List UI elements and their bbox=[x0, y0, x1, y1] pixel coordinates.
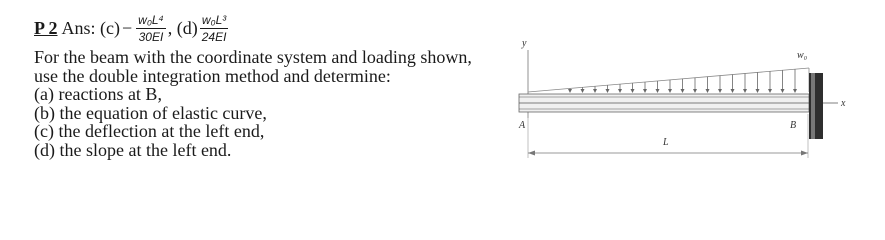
load-arrow-head bbox=[781, 89, 785, 93]
load-arrow-head bbox=[618, 89, 622, 93]
load-arrow-head bbox=[768, 89, 772, 93]
statement-line: (a) reactions at B, bbox=[34, 84, 162, 104]
load-arrow-head bbox=[593, 89, 597, 93]
load-arrow-head bbox=[643, 89, 647, 93]
answer-c-fraction bbox=[136, 13, 166, 44]
y-axis-label: y bbox=[522, 38, 527, 49]
load-arrow-head bbox=[793, 89, 797, 93]
fixed-support-shading bbox=[811, 73, 815, 139]
statement-line: For the beam with the coordinate system and loading shown, bbox=[34, 47, 472, 67]
load-arrows bbox=[568, 69, 797, 93]
answer-d-numerator: w₀L³ bbox=[201, 12, 227, 27]
statement-line: (d) the slope at the left end. bbox=[34, 139, 232, 160]
answer-minus-sign: − bbox=[122, 17, 133, 38]
x-axis-label: x bbox=[841, 98, 846, 109]
answer-c-numerator: w₀L⁴ bbox=[138, 12, 164, 27]
problem-number: P 2 bbox=[34, 17, 58, 38]
point-a-label: A bbox=[519, 120, 526, 131]
load-arrow-head bbox=[668, 89, 672, 93]
statement-line: (c) the deflection at the left end, bbox=[34, 121, 265, 141]
load-arrow-head bbox=[756, 89, 760, 93]
load-arrow-head bbox=[743, 89, 747, 93]
load-arrow-head bbox=[706, 89, 710, 93]
distributed-load bbox=[528, 68, 809, 93]
answer-d-denominator: 24EI bbox=[201, 29, 227, 44]
load-arrow-head bbox=[568, 89, 572, 93]
statement-line: use the double integration method and determine: bbox=[34, 65, 391, 86]
dimension-arrow-right bbox=[801, 151, 808, 156]
load-arrow-head bbox=[731, 89, 735, 93]
dimension-arrow-left bbox=[528, 151, 535, 156]
load-arrow-head bbox=[656, 89, 660, 93]
load-intensity-label: w₀ bbox=[797, 50, 808, 61]
span-length-label: L bbox=[663, 137, 669, 148]
answer-c-denominator: 30EI bbox=[138, 29, 164, 44]
load-profile-line bbox=[528, 68, 809, 92]
load-arrow-head bbox=[718, 89, 722, 93]
beam-diagram bbox=[505, 0, 885, 198]
point-b-label: B bbox=[790, 120, 797, 131]
statement-line: (b) the equation of elastic curve, bbox=[34, 102, 267, 123]
load-arrow-head bbox=[631, 89, 635, 93]
answer-row bbox=[34, 8, 504, 48]
answer-separator: , (d) bbox=[167, 17, 198, 38]
problem-statement bbox=[34, 8, 504, 159]
answer-prefix: Ans: (c) bbox=[61, 17, 120, 38]
answer-d-fraction bbox=[200, 13, 229, 44]
load-arrow-head bbox=[606, 89, 610, 93]
load-arrow-head bbox=[693, 89, 697, 93]
load-arrow-head bbox=[581, 89, 585, 93]
load-arrow-head bbox=[681, 89, 685, 93]
